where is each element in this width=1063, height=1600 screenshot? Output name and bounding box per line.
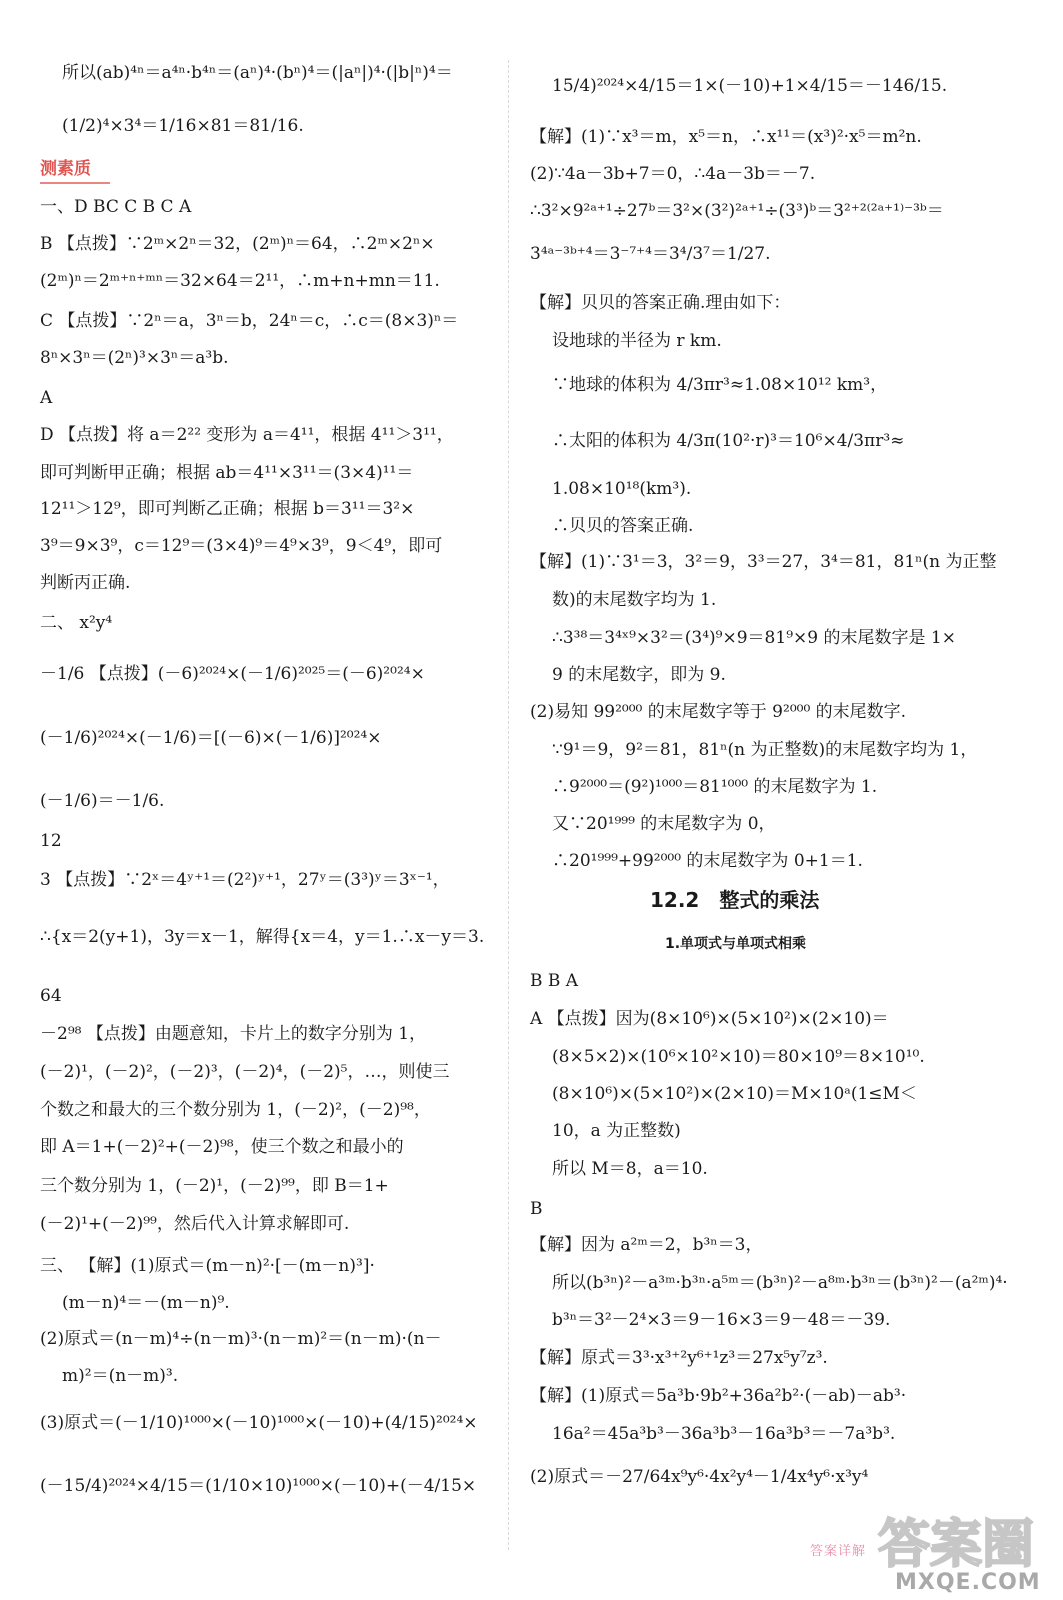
answer-line: 8ⁿ×3ⁿ＝(2ⁿ)³×3ⁿ＝a³b. <box>40 348 229 368</box>
answer-line: 数)的末尾数字均为 1. <box>552 590 717 610</box>
answer-line: 设地球的半径为 r km. <box>552 331 722 351</box>
answer-line: 二、 x²y⁴ <box>40 613 113 633</box>
section-heading: 测素质 <box>40 158 110 184</box>
answer-line: ∴20¹⁹⁹⁹+99²⁰⁰⁰ 的末尾数字为 0+1＝1. <box>552 851 863 871</box>
answer-line: ∴3²×9²ᵃ⁺¹÷27ᵇ＝3²×(3²)²ᵃ⁺¹÷(3³)ᵇ＝3²⁺²⁽²ᵃ⁺¹⁾⁻³ᵇ＝ <box>530 201 944 221</box>
answer-line: (－2)¹+(－2)⁹⁹，然后代入计算求解即可. <box>40 1214 350 1234</box>
subchapter-heading: 1.单项式与单项式相乘 <box>665 936 807 952</box>
svg-text:答案圈: 答案圈 <box>878 1515 1035 1575</box>
answer-line: (1/2)⁴×3⁴＝1/16×81＝81/16. <box>62 116 304 136</box>
answer-line: 16a²＝45a³b³－36a³b³－16a³b³＝－7a³b³. <box>552 1424 896 1444</box>
answer-line: 即 A＝1+(－2)²+(－2)⁹⁸，使三个数之和最小的 <box>40 1137 404 1157</box>
answer-line: 9 的末尾数字，即为 9. <box>552 665 726 685</box>
answer-line: A <box>40 388 53 408</box>
answer-line: (m－n)⁴＝－(m－n)⁹. <box>62 1293 230 1313</box>
answer-line: 【解】因为 a²ᵐ＝2，b³ⁿ＝3， <box>530 1235 763 1255</box>
answer-line: 判断丙正确. <box>40 573 131 593</box>
answer-line: 【解】(1)原式＝5a³b·9b²+36a²b²·(－ab)－ab³· <box>530 1386 907 1406</box>
answer-line: (2)∵4a－3b+7＝0，∴4a－3b＝－7. <box>530 164 816 184</box>
answer-line: 15/4)²⁰²⁴×4/15＝1×(－10)+1×4/15＝－146/15. <box>552 76 948 96</box>
answer-line: (2)易知 99²⁰⁰⁰ 的末尾数字等于 9²⁰⁰⁰ 的末尾数字. <box>530 702 907 722</box>
answer-line: 【解】(1)∵x³＝m，x⁵＝n，∴x¹¹＝(x³)²·x⁵＝m²n. <box>530 127 922 147</box>
answer-line: (3)原式＝(－1/10)¹⁰⁰⁰×(－10)¹⁰⁰⁰×(－10)+(4/15)²⁰²⁴× <box>40 1413 478 1433</box>
watermark-url: MXQE.COM <box>895 1570 1041 1595</box>
answer-line: ∴太阳的体积为 4/3π(10²·r)³＝10⁶×4/3πr³≈ <box>552 431 905 451</box>
answer-line: 3⁴ᵃ⁻³ᵇ⁺⁴＝3⁻⁷⁺⁴＝3⁴/3⁷＝1/27. <box>530 244 771 264</box>
answer-line: 12 <box>40 831 62 851</box>
answer-line: 三、 【解】(1)原式＝(m－n)²·[－(m－n)³]· <box>40 1256 375 1276</box>
answer-line: 一、D BC C B C A <box>40 197 192 217</box>
answer-line: ∴贝贝的答案正确. <box>552 516 694 536</box>
answer-line: 所以(ab)⁴ⁿ＝a⁴ⁿ·b⁴ⁿ＝(aⁿ)⁴·(bⁿ)⁴＝(|aⁿ|)⁴·(|b|ⁿ)⁴＝ <box>62 63 453 83</box>
answer-line: (－15/4)²⁰²⁴×4/15＝(1/10×10)¹⁰⁰⁰×(－10)+(－4/15× <box>40 1476 477 1496</box>
answer-line: A 【点拨】因为(8×10⁶)×(5×10²)×(2×10)＝ <box>530 1009 889 1029</box>
answer-line: －2⁹⁸ 【点拨】由题意知，卡片上的数字分别为 1， <box>40 1024 427 1044</box>
answer-line: b³ⁿ＝3²－2⁴×3＝9－16×3＝9－48＝－39. <box>552 1310 891 1330</box>
answer-line: －1/6 【点拨】(－6)²⁰²⁴×(－1/6)²⁰²⁵＝(－6)²⁰²⁴× <box>40 664 425 684</box>
answer-line: (2)原式＝(n－m)⁴÷(n－m)³·(n－m)²＝(n－m)·(n－ <box>40 1329 442 1349</box>
answer-line: ∴9²⁰⁰⁰＝(9²)¹⁰⁰⁰＝81¹⁰⁰⁰ 的末尾数字为 1. <box>552 777 878 797</box>
answer-line: 【解】贝贝的答案正确.理由如下： <box>530 293 791 313</box>
answer-line: 10，a 为正整数) <box>552 1121 681 1141</box>
answer-line: m)²＝(n－m)³. <box>62 1366 179 1386</box>
answer-line: 64 <box>40 986 62 1006</box>
answer-line: 又∵20¹⁹⁹⁹ 的末尾数字为 0， <box>552 814 776 834</box>
answer-line: ∵地球的体积为 4/3πr³≈1.08×10¹² km³， <box>552 375 888 395</box>
column-divider <box>508 60 509 1550</box>
answer-line: B B A <box>530 971 579 991</box>
answer-line: 三个数分别为 1，(－2)¹，(－2)⁹⁹，即 B＝1+ <box>40 1176 389 1196</box>
answer-line: (2)原式＝－27/64x⁹y⁶·4x²y⁴－1/4x⁴y⁶·x³y⁴ <box>530 1467 869 1487</box>
answer-line: 【解】原式＝3³·x³⁺²y⁶⁺¹z³＝27x⁵y⁷z³. <box>530 1348 828 1368</box>
answer-line: 3⁹＝9×3⁹，c＝12⁹＝(3×4)⁹＝4⁹×3⁹，9＜4⁹，即可 <box>40 536 443 556</box>
answer-line: 所以(b³ⁿ)²－a³ᵐ·b³ⁿ·a⁵ᵐ＝(b³ⁿ)²－a⁸ᵐ·b³ⁿ＝(b³ⁿ)²－(a²ᵐ)⁴· <box>552 1273 1008 1293</box>
answer-line: (8×10⁶)×(5×10²)×(2×10)＝M×10ᵃ(1≤M＜ <box>552 1084 917 1104</box>
answer-line: ∴3³⁸＝3⁴ˣ⁹×3²＝(3⁴)⁹×9＝81⁹×9 的末尾数字是 1× <box>552 628 956 648</box>
answer-line: (－2)¹，(－2)²，(－2)³，(－2)⁴，(－2)⁵，…，则使三 <box>40 1062 450 1082</box>
answer-line: 个数之和最大的三个数分别为 1，(－2)²，(－2)⁹⁸， <box>40 1100 431 1120</box>
chapter-heading: 12.2 整式的乘法 <box>650 888 820 912</box>
answer-line: C 【点拨】∵2ⁿ＝a，3ⁿ＝b，24ⁿ＝c，∴c＝(8×3)ⁿ＝ <box>40 311 459 331</box>
answer-line: 3 【点拨】∵2ˣ＝4ʸ⁺¹＝(2²)ʸ⁺¹，27ʸ＝(3³)ʸ＝3ˣ⁻¹， <box>40 870 450 890</box>
answer-line: 1.08×10¹⁸(km³). <box>552 479 692 499</box>
answer-line: D 【点拨】将 a＝2²² 变形为 a＝4¹¹，根据 4¹¹＞3¹¹， <box>40 425 454 445</box>
page-footer-label: 答案详解 <box>810 1544 867 1559</box>
answer-line: 所以 M＝8，a＝10. <box>552 1159 708 1179</box>
answer-line: 即可判断甲正确；根据 ab＝4¹¹×3¹¹＝(3×4)¹¹＝ <box>40 463 414 483</box>
answer-line: ∵9¹＝9，9²＝81，81ⁿ(n 为正整数)的末尾数字均为 1， <box>552 740 978 760</box>
answer-line: B 【点拨】∵2ᵐ×2ⁿ＝32，(2ᵐ)ⁿ＝64，∴2ᵐ×2ⁿ× <box>40 234 435 254</box>
answer-line: ∴{x＝2(y+1)，3y＝x－1，解得{x＝4，y＝1.∴x－y＝3. <box>40 927 485 947</box>
answer-line: (2ᵐ)ⁿ＝2ᵐ⁺ⁿ⁺ᵐⁿ＝32×64＝2¹¹，∴m+n+mn＝11. <box>40 271 440 291</box>
answer-line: (－1/6)＝－1/6. <box>40 791 165 811</box>
answer-line: (－1/6)²⁰²⁴×(－1/6)＝[(－6)×(－1/6)]²⁰²⁴× <box>40 728 382 748</box>
answer-line: 12¹¹＞12⁹，即可判断乙正确；根据 b＝3¹¹＝3²× <box>40 499 415 519</box>
answer-line: B <box>530 1199 543 1219</box>
answer-line: 【解】(1)∵3¹＝3，3²＝9，3³＝27，3⁴＝81，81ⁿ(n 为正整 <box>530 552 997 572</box>
answer-line: (8×5×2)×(10⁶×10²×10)＝80×10⁹＝8×10¹⁰. <box>552 1047 925 1067</box>
